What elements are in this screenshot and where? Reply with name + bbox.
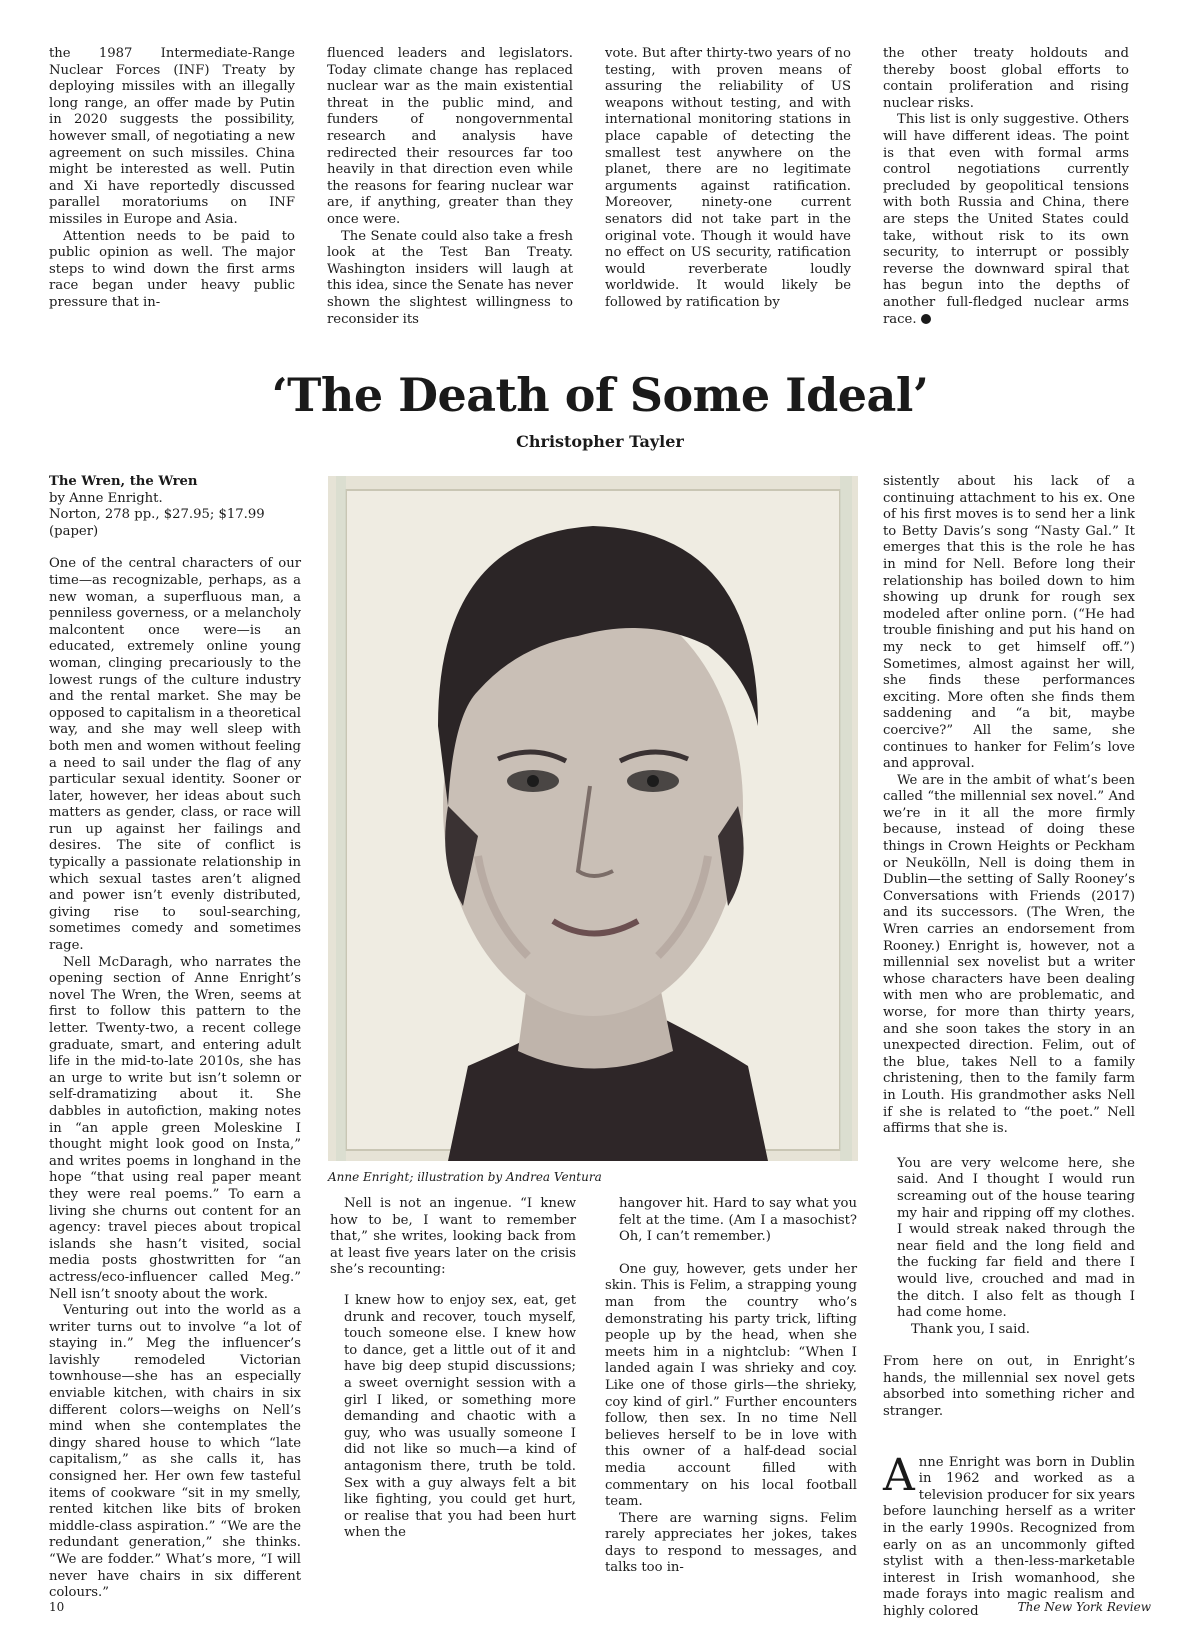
article-column-4: sistently about his lack of a continuing attachment to his ex. One of his first moves is to send her a link to Betty Davis’s song “Nasty Gal.” It emerges that this is the role he has in mind for Nell. Before long their relationship has boiled down to him showing up drunk for rough sex modeled after online porn. (“He had trouble finishing and put his hand on my neck to get himself off.”) Sometimes, almost against her will, she finds these performances exciting. More often she finds them saddening and “a bit, maybe coercive?” All the same, she continues to hanker for Felim’s love and approval. We are in the ambit of what’s been called “the millennial sex novel.” And we’re in it all the more firmly because, instead of doing these things in Crown Heights or Peckham or Neukölln, Nell is doing them in Dublin—the setting of Sally Rooney’s Conversations with Friends (2017) and its successors. (The Wren, the Wren carries an endorsement from Rooney.) Enright is, however, not a millennial sex novelist but a writer whose characters have been dealing with men who are problematic, and worse, for more than thirty years, and she soon takes the story in an unexpected direction. Felim, out of the blue, takes Nell to a family christening, then to the family farm in Louth. His grandmother asks Nell if she is related to “the poet.” Nell affirms that she is. You are very welcome here, she said. And I thought I would run screaming out of the house tearing my hair and ripping off my clothes. I would streak naked through the near field and the long field and the fucking far field and there I would live, crouched and mad in the ditch. I also felt as though I had come home. Thank you, I said. From here on out, in Enright’s hands, the millennial sex novel gets absorbed into something richer and stranger. Anne Enright was born in Dublin in 1962 and worked as a television producer for six years before launching herself as a writer in the early 1990s. Recognized from early on as an uncommonly gifted stylist with a then-less-marketable interest in Irish womanhood, she made forays into magic realism and highly colored (883, 474, 1135, 1619)
end-of-article-bullet (921, 314, 931, 324)
article-author: Christopher Tayler (516, 432, 684, 451)
portrait-drawing (328, 476, 858, 1161)
section-start: Anne Enright was born in Dublin in 1962 and worked as a television producer for six years before launching herself as a writer in the early 1990s. Recognized from early on as an uncommonly gifted stylist with a then-less-marketable interest in Irish womanhood, she made forays into magic realism and highly colored (883, 1449, 1135, 1619)
page-number: 10 (49, 1600, 65, 1614)
block-quote-2: You are very welcome here, she said. And I thought I would run screaming out of the house tearing my hair and ripping off my clothes. I would streak naked through the near field and the long field and the fucking far field and there I would live, crouched and mad in the ditch. I also felt as though I had come home. Thank you, I said. (897, 1155, 1135, 1337)
article-column-1: The Wren, the Wren by Anne Enright. Norton, 278 pp., $27.95; $17.99 (paper) One of the central characters of our time—as recognizable, perhaps, as a new woman, a superfluous man, a penniless governess, or a melancholy malcontent once were—is an educated, extremely online young woman, clinging precariously to the lowest rungs of the culture industry and the rental market. She may be opposed to capitalism in a theoretical way, and she may well sleep with both men and women without feeling a need to sail under the flag of any particular sexual identity. Sooner or later, however, her ideas about such matters as gender, class, or race will run up against her failings and desires. The site of conflict is typically a passionate relationship in which sexual tastes aren’t aligned and power isn’t evenly distributed, giving rise to soul-searching, sometimes comedy and sometimes rage. Nell McDaragh, who narrates the opening section of Anne Enright’s novel The Wren, the Wren, seems at first to follow this pattern to the letter. Twenty-two, a recent college graduate, smart, and entering adult life in the mid-to-late 2010s, she has an urge to write but isn’t solemn or self-dramatizing about it. She dabbles in autofiction, making notes in “an apple green Moleskine I thought might look good on Insta,” and writes poems in longhand in the hope “that using real paper meant they were real poems.” To earn a living she churns out content for an agency: travel pieces about tropical islands she hasn’t visited, social media posts ghostwritten for “an actress/eco-influencer called Meg.” Nell isn’t snooty about the work. Venturing out into the world as a writer turns out to involve “a lot of staying in.” Meg the influencer’s lavishly remodeled Victorian townhouse—she has an especially enviable kitchen, with chairs in six different colors—weighs on Nell’s mind when she contemplates the dingy shared house to which “late capitalism,” as she calls it, has consigned her. Her own few tasteful items of cookware “sit in my smelly, rented kitchen like bits of broken middle-class aspiration.” “We are the redundant generation,” she thinks. “We are fodder.” What’s more, “I will never have chairs in six different colours.” (49, 474, 301, 1601)
book-title: The Wren, the Wren (49, 474, 198, 489)
book-publisher: Norton, 278 pp., $27.95; $17.99 (paper) (49, 507, 265, 539)
top-column-2: fluenced leaders and legislators. Today climate change has replaced nuclear war as the main existential threat in the public mind, and funders of nongovernmental research and analysis have redirected their resources far too heavily in that direction even while the reasons for fearing nuclear war are, if anything, greater than they once were. The Senate could also take a fresh look at the Test Ban Treaty. Washington insiders will laugh at this idea, since the Senate has never shown the slightest willingness to reconsider its (327, 46, 573, 327)
publication-name: The New York Review (1017, 1600, 1151, 1614)
top-column-3: vote. But after thirty-two years of no testing, with proven means of assuring the reliability of US weapons without testing, and with international monitoring stations in place capable of detecting the smallest test anywhere on the planet, there are no legitimate arguments against ratification. Moreover, ninety-one current senators did not take part in the original vote. Though it would have no effect on US security, ratification would reverberate loudly worldwide. It would likely be followed by ratification by (605, 46, 851, 310)
article-title: ‘The Death of Some Ideal’ (271, 368, 929, 422)
top-column-4: the other treaty holdouts and thereby boost global efforts to contain proliferation and rising nuclear risks. This list is only suggestive. Others will have different ideas. The point is that even with formal arms control negotiations currently precluded by geopolitical tensions with both Russia and China, there are steps the United States could take, without risk to its own security, to interrupt or possibly reverse the downward spiral that has begun into the depths of another full-fledged nuclear arms race. (883, 46, 1129, 327)
block-quote-1: I knew how to enjoy sex, eat, get drunk and recover, touch myself, touch someone else. I knew how to dance, get a little out of it and have big deep stupid discussions; a sweet overnight session with a girl I liked, or something more demanding and chaotic with a guy, who was usually someone I did not like so much—a kind of antagonism there, truth be told. Sex with a guy always felt a bit like fighting, you could get hurt, or realise that you had been hurt when the (344, 1292, 576, 1541)
portrait-illustration (328, 476, 858, 1161)
block-quote-1-continued: hangover hit. Hard to say what you felt at the time. (Am I a masochist? Oh, I can’t remember.) (619, 1196, 857, 1245)
book-author: by Anne Enright. (49, 490, 163, 506)
article-column-3: hangover hit. Hard to say what you felt at the time. (Am I a masochist? Oh, I can’t remember.) One guy, however, gets under her skin. This is Felim, a strapping young man from the country who’s demonstrating his party trick, lifting people up by the head, when she meets him in a nightclub: “When I landed again I was shrieky and coy. Like one of those girls—the shrieky, coy kind of girl.” Further encounters follow, then sex. In no time Nell believes herself to be in love with this owner of a half-dead social media account filled with commentary on his local football team. There are warning signs. Felim rarely appreciates her jokes, takes days to respond to messages, and talks too in- (605, 1196, 857, 1576)
top-column-1: the 1987 Intermediate-Range Nuclear Forces (INF) Treaty by deploying missiles with an illegally long range, an offer made by Putin in 2020 suggests the possibility, however small, of negotiating a new agreement on such missiles. China might be interested as well. Putin and Xi have reportedly discussed parallel moratoriums on INF missiles in Europe and Asia. Attention needs to be paid to public opinion as well. The major steps to wind down the first arms race began under heavy public pressure that in- (49, 46, 295, 310)
drop-cap: A (883, 1449, 915, 1501)
book-info (49, 474, 301, 540)
article-column-2: Nell is not an ingenue. “I knew how to be, I want to remember that,” she writes, looking back from at least five years later on the crisis she’s recounting: I knew how to enjoy sex, eat, get drunk and recover, touch myself, touch someone else. I knew how to dance, get a little out of it and have big deep stupid discussions; a sweet overnight session with a girl I liked, or something more demanding and chaotic with a guy, who was usually someone I did not like so much—a kind of antagonism there, truth be told. Sex with a guy always felt a bit like fighting, you could get hurt, or realise that you had been hurt when the (330, 1196, 576, 1541)
illustration-caption: Anne Enright; illustration by Andrea Ventura (328, 1170, 602, 1184)
